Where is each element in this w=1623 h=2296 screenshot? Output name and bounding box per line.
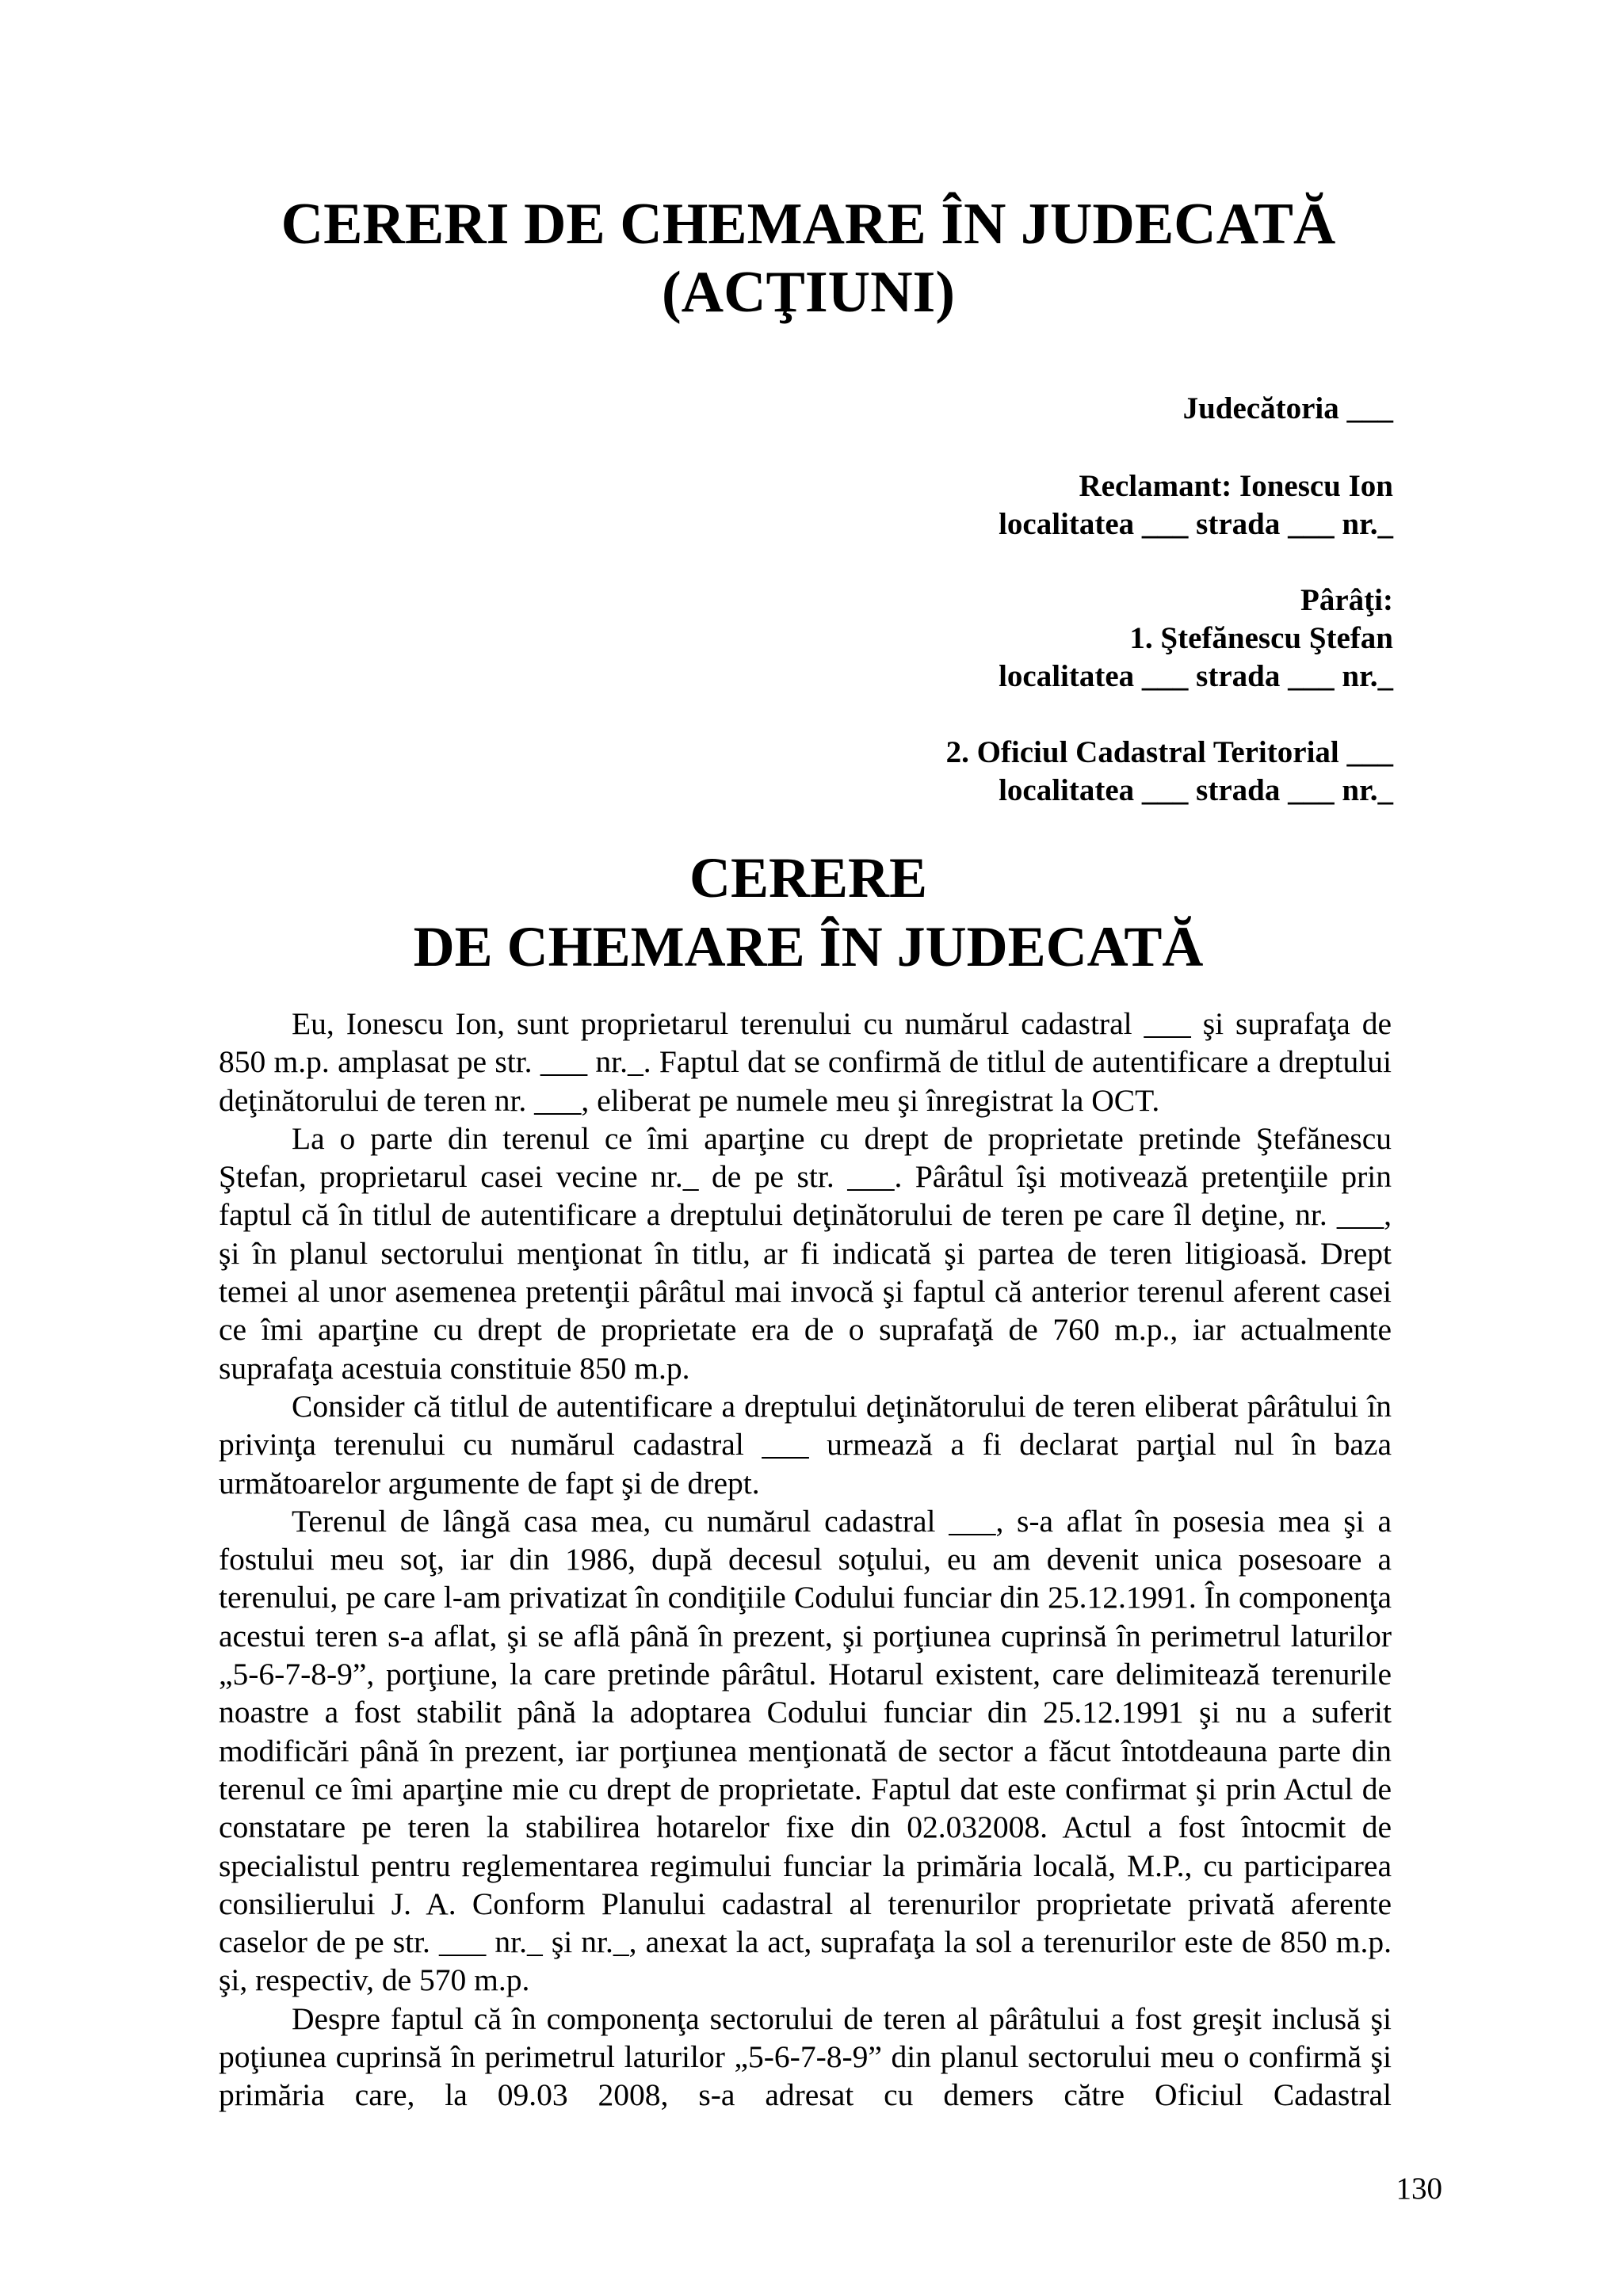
court-block <box>680 390 1393 428</box>
plaintiff-name: Reclamant: Ionescu Ion <box>1079 469 1393 503</box>
paragraph-1: Eu, Ionescu Ion, sunt proprietarul terenului cu numărul cadastral ___ şi suprafaţa de 850 m.p. amplasat pe str. ___ nr._. Faptul dat se confirmă de titlul de autentificare a dreptului deţinătorului de teren nr. ___, eliberat pe numele meu şi înregistrat la OCT. <box>219 1006 1392 1118</box>
paragraph-3: Consider că titlul de autentificare a dreptului deţinătorului de teren eliberat pârâtului în privinţa terenului cu numărul cadastral ___ urmează a fi declarat parţial nul în baza următoarelor argumente de fapt şi de drept. <box>219 1388 1392 1501</box>
document-title <box>222 844 1395 982</box>
defendant-1-address: localitatea ___ strada ___ nr._ <box>999 659 1393 693</box>
defendant-2-address: localitatea ___ strada ___ nr._ <box>999 773 1393 807</box>
main-title-line-1: CERERI DE CHEMARE ÎN JUDECATĂ <box>281 192 1336 257</box>
parties-block <box>680 390 1393 810</box>
plaintiff-block <box>680 467 1393 543</box>
paragraph-5: Despre faptul că în componenţa sectorului de teren al pârâtului a fost greşit inclusă şi poţiunea cuprinsă în perimetrul laturilor „5-6-7-8-9” din planul sectorului meu o confirmă şi primăria care, la 09.03 2008, s-a adresat cu demers către Oficiul Cadastral <box>219 2000 1392 2113</box>
court-name: Judecătoria ___ <box>1182 391 1393 425</box>
defendant-1-block <box>680 582 1393 696</box>
defendant-2-block <box>680 734 1393 810</box>
paragraph-2: La o parte din terenul ce îmi aparţine cu drept de proprietate pretinde Ştefănescu Ştefan, proprietarul casei vecine nr._ de pe str. ___. Pârâtul îşi motivează pretenţiile prin faptul că în titlul de autentificare a dreptului deţinătorului de teren pe care îl deţine, nr. ___, şi în planul sectorului menţionat în titlu, ar fi indicată şi partea de teren litigioasă. Drept temei al unor asemenea pretenţii pârâtul mai invocă şi faptul că anterior terenul aferent casei ce îmi aparţine cu drept de proprietate era de o suprafaţă de 760 m.p., iar actualmente suprafaţa acestuia constituie 850 m.p. <box>219 1120 1392 1386</box>
defendant-1-name: 1. Ştefănescu Ştefan <box>1129 621 1393 655</box>
paragraph-4: Terenul de lângă casa mea, cu numărul cadastral ___, s-a aflat în posesia mea şi a fostului meu soţ, iar din 1986, după decesul soţului, eu am devenit unica posesoare a terenului, pe care l-am privatizat în condiţiile Codului funciar din 25.12.1991. În componenţa acestui teren s-a aflat, şi se află până în prezent, şi porţiunea cuprinsă în perimetrul laturilor „5-6-7-8-9”, porţiune, la care pretinde pârâtul. Hotarul existent, care delimitează terenurile noastre a fost stabilit până la adoptarea Codului funciar din 25.12.1991 şi nu a suferit modificări până în prezent, iar porţiunea menţionată de sector a făcut întotdeauna parte din terenul ce îmi aparţine mie cu drept de proprietate. Faptul dat este confirmat şi prin Actul de constatare pe teren la stabilirea hotarelor fixe din 02.032008. Actul a fost întocmit de specialistul pentru reglementarea regimului funciar la primăria locală, M.P., cu participarea consilierului J. A. Conform Planului cadastral al terenurilor proprietate privată aferente caselor de pe str. ___ nr._ şi nr._, anexat la act, suprafaţa la sol a terenurilor este de 850 m.p. şi, respectiv, de 570 m.p. <box>219 1503 1392 1998</box>
page-number: 130 <box>1396 2172 1442 2206</box>
document-title-line-1: CERERE <box>689 846 928 910</box>
document-title-line-2: DE CHEMARE ÎN JUDECATĂ <box>413 915 1204 978</box>
defendant-2-name: 2. Oficiul Cadastral Teritorial ___ <box>945 735 1393 769</box>
defendants-heading: Pârâţi: <box>1300 583 1393 617</box>
plaintiff-address: localitatea ___ strada ___ nr._ <box>999 507 1393 541</box>
main-title-line-2: (ACŢIUNI) <box>662 260 955 325</box>
body-text <box>219 1005 1392 2115</box>
main-title <box>222 190 1395 326</box>
